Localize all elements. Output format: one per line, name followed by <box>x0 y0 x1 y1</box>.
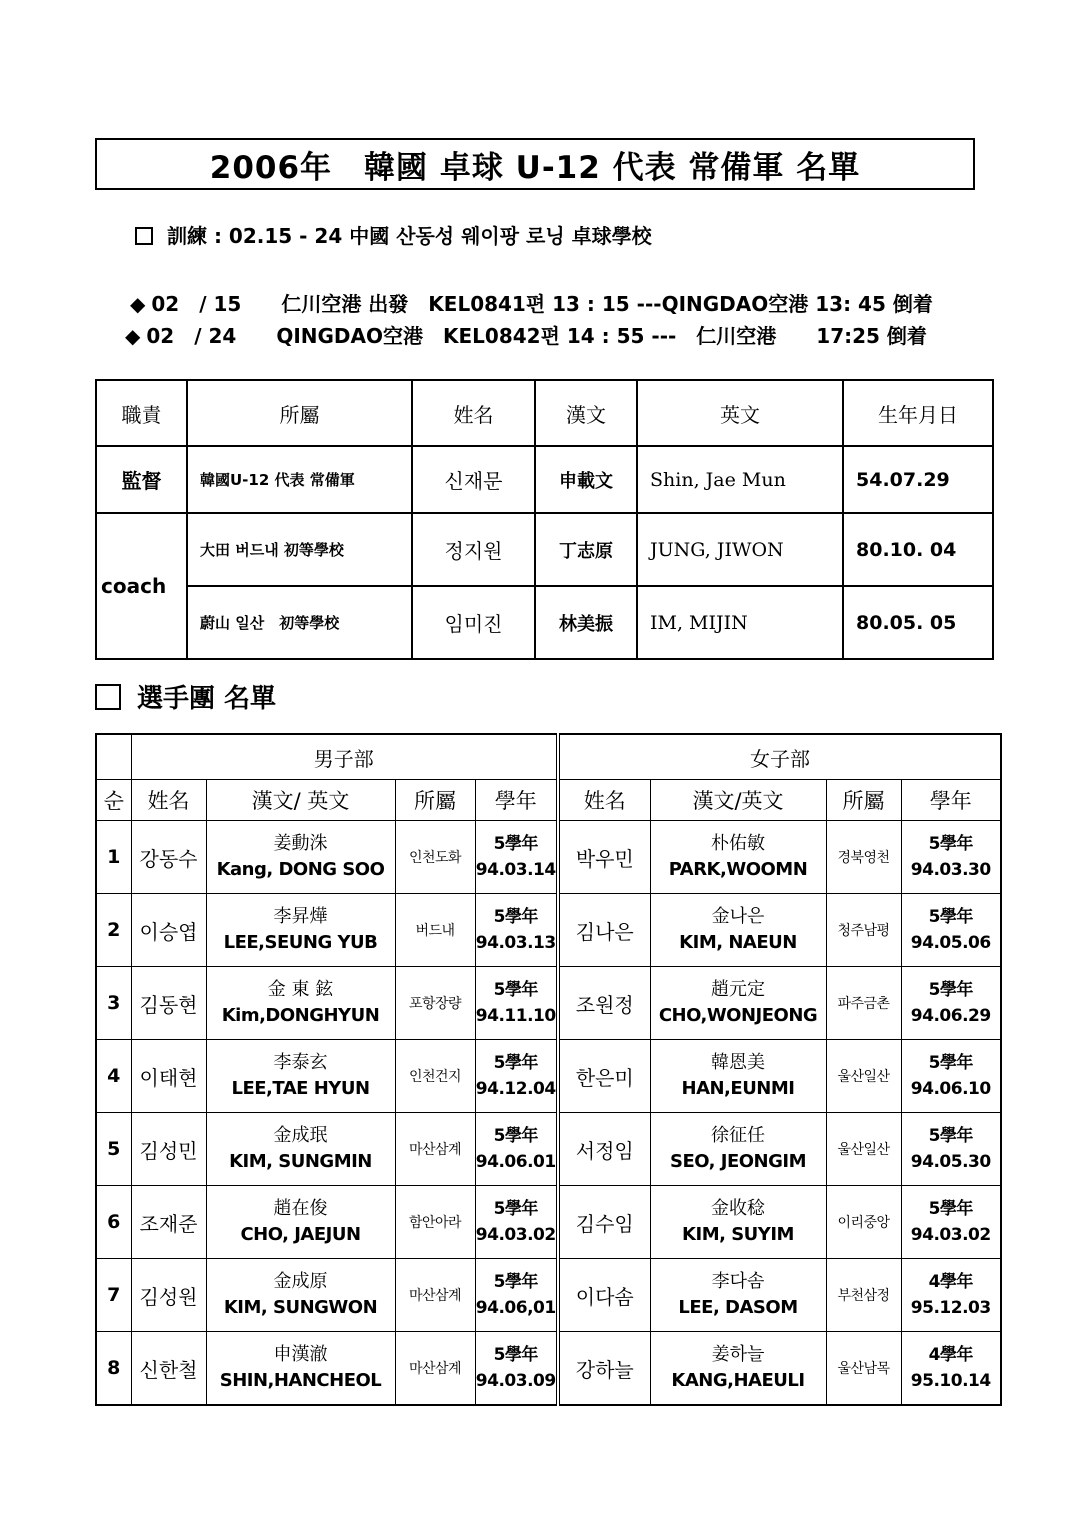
player-number: 7 <box>96 1259 131 1332</box>
staff-affiliation: 蔚山 일산 初等學校 <box>187 586 412 659</box>
boys-group-label: 男子部 <box>131 734 558 780</box>
header-cell: 學年 <box>475 780 558 821</box>
girl-hanja-english <box>650 1186 826 1259</box>
girl-name: 박우민 <box>558 821 650 894</box>
player-number: 4 <box>96 1040 131 1113</box>
table-row <box>96 1259 1001 1332</box>
girl-hanja-english <box>650 1113 826 1186</box>
girl-grade-dob <box>901 967 1001 1040</box>
boy-dob: 94.11.10 <box>475 1006 556 1026</box>
boy-name: 조재준 <box>131 1186 206 1259</box>
training-text: 訓練 : 02.15 - 24 中國 산동성 웨이팡 로닝 卓球學校 <box>167 224 652 248</box>
header-cell: 所屬 <box>395 780 475 821</box>
girl-hanja-english <box>650 1259 826 1332</box>
boy-grade-dob <box>475 1186 558 1259</box>
diamond-bullet-icon: ◆ <box>130 292 146 316</box>
boy-hanja: 李泰玄 <box>273 1052 328 1073</box>
boy-hanja-english <box>206 967 395 1040</box>
boy-english: KIM, SUNGWON <box>223 1297 378 1318</box>
girl-dob: 95.12.03 <box>910 1298 991 1318</box>
table-row <box>96 1186 1001 1259</box>
staff-affiliation: 韓國U-12 代表 常備軍 <box>187 446 412 513</box>
table-row <box>96 1113 1001 1186</box>
girl-grade: 5學年 <box>928 1126 973 1146</box>
girl-dob: 94.05.30 <box>910 1152 991 1172</box>
girl-english: KIM, SUYIM <box>682 1224 794 1245</box>
boy-hanja-english <box>206 894 395 967</box>
staff-role: coach <box>96 513 187 659</box>
girl-hanja: 金收稔 <box>711 1198 765 1219</box>
girl-hanja-english <box>650 1040 826 1113</box>
girl-dob: 94.06.10 <box>910 1079 991 1099</box>
table-row <box>96 967 1001 1040</box>
boy-grade: 5學年 <box>493 980 538 1000</box>
girl-dob: 94.03.02 <box>910 1225 991 1245</box>
staff-header-cell: 姓名 <box>412 380 535 446</box>
boy-english: SHIN,HANCHEOL <box>219 1370 382 1391</box>
table-row <box>96 1332 1001 1406</box>
girl-grade: 4學年 <box>928 1272 973 1292</box>
staff-row <box>96 446 993 513</box>
staff-name: 임미진 <box>412 586 535 659</box>
staff-role: 監督 <box>96 446 187 513</box>
boy-hanja: 姜動洙 <box>273 833 328 854</box>
players-group-row <box>96 734 1001 780</box>
boy-dob: 94.12.04 <box>475 1079 556 1099</box>
boy-affiliation: 마산삼계 <box>395 1113 475 1186</box>
staff-hanja: 丁志原 <box>535 513 637 586</box>
girl-english: LEE, DASOM <box>678 1297 798 1318</box>
staff-table <box>95 379 994 660</box>
staff-affiliation: 大田 버드내 初等學校 <box>187 513 412 586</box>
boy-grade-dob <box>475 1113 558 1186</box>
flight-departure <box>130 288 933 317</box>
document-title <box>95 138 975 190</box>
staff-dob: 80.10. 04 <box>843 513 993 586</box>
boy-name: 신한철 <box>131 1332 206 1406</box>
staff-hanja: 林美振 <box>535 586 637 659</box>
boy-name: 김성원 <box>131 1259 206 1332</box>
boy-name: 김동현 <box>131 967 206 1040</box>
blank-cell <box>96 734 131 780</box>
boy-grade-dob <box>475 1040 558 1113</box>
girl-hanja-english <box>650 821 826 894</box>
girl-name: 이다솜 <box>558 1259 650 1332</box>
boy-hanja: 申漢澈 <box>273 1344 328 1365</box>
girl-english: KIM, NAEUN <box>679 932 797 953</box>
boy-dob: 94.03.09 <box>475 1371 556 1391</box>
boy-affiliation: 인천도화 <box>395 821 475 894</box>
boy-name: 이승엽 <box>131 894 206 967</box>
girl-grade: 4學年 <box>928 1345 973 1365</box>
girl-grade: 5學年 <box>928 980 973 1000</box>
boy-hanja-english <box>206 1186 395 1259</box>
diamond-bullet-icon: ◆ <box>125 324 141 348</box>
boy-english: LEE,TAE HYUN <box>231 1078 370 1099</box>
girl-affiliation: 울산일산 <box>826 1113 901 1186</box>
boy-affiliation: 마산삼계 <box>395 1259 475 1332</box>
boy-english: Kim,DONGHYUN <box>221 1005 380 1026</box>
girl-grade-dob <box>901 1259 1001 1332</box>
boy-hanja-english <box>206 1259 395 1332</box>
checkbox-square-icon <box>135 227 153 245</box>
girl-hanja-english <box>650 967 826 1040</box>
girls-group-label: 女子部 <box>558 734 1001 780</box>
boy-dob: 94.03.13 <box>475 933 556 953</box>
header-cell: 漢文/ 英文 <box>206 780 395 821</box>
girl-affiliation: 울산일산 <box>826 1040 901 1113</box>
girl-name: 서정임 <box>558 1113 650 1186</box>
player-number: 5 <box>96 1113 131 1186</box>
boy-english: CHO, JAEJUN <box>240 1224 361 1245</box>
girl-grade-dob <box>901 1040 1001 1113</box>
boy-grade: 5學年 <box>493 1126 538 1146</box>
document-title-text: 2006年 韓國 卓球 U-12 代表 常備軍 名單 <box>209 149 861 186</box>
boy-english: LEE,SEUNG YUB <box>223 932 378 953</box>
flight-departure-text: 02 / 15 仁川空港 出發 KEL0841편 13 : 15 ---QINGDAO空港 13: 45 倒着 <box>151 292 933 316</box>
boy-dob: 94.03.02 <box>475 1225 556 1245</box>
girl-hanja: 朴佑敏 <box>711 833 765 854</box>
girl-dob: 94.06.29 <box>910 1006 991 1026</box>
staff-english: Shin, Jae Mun <box>637 446 843 513</box>
girl-name: 김수임 <box>558 1186 650 1259</box>
boy-grade-dob <box>475 967 558 1040</box>
girl-affiliation: 청주남평 <box>826 894 901 967</box>
girl-dob: 95.10.14 <box>910 1371 991 1391</box>
roster-heading-text: 選手團 名單 <box>137 684 277 714</box>
boy-hanja: 趙在俊 <box>273 1198 328 1219</box>
checkbox-square-icon <box>95 684 121 710</box>
boy-hanja: 金成原 <box>273 1271 328 1292</box>
staff-header-cell: 生年月日 <box>843 380 993 446</box>
staff-dob: 54.07.29 <box>843 446 993 513</box>
player-rows <box>96 821 1001 1406</box>
staff-english: JUNG, JIWON <box>637 513 843 586</box>
girl-affiliation: 파주금촌 <box>826 967 901 1040</box>
boy-grade: 5學年 <box>493 907 538 927</box>
boy-hanja: 金成珉 <box>273 1125 328 1146</box>
girl-grade-dob <box>901 1186 1001 1259</box>
flight-return-text: 02 / 24 QINGDAO空港 KEL0842편 14 : 55 --- 仁川空港 17:25 倒着 <box>146 324 927 348</box>
boy-dob: 94.06.01 <box>475 1152 556 1172</box>
girl-grade: 5學年 <box>928 907 973 927</box>
girl-grade-dob <box>901 1332 1001 1406</box>
girl-english: CHO,WONJEONG <box>658 1005 818 1026</box>
boy-name: 김성민 <box>131 1113 206 1186</box>
boy-dob: 94.03.14 <box>475 860 556 880</box>
boy-english: KIM, SUNGMIN <box>229 1151 372 1172</box>
boy-grade-dob <box>475 1259 558 1332</box>
boy-grade: 5學年 <box>493 1199 538 1219</box>
boy-grade: 5學年 <box>493 1053 538 1073</box>
boy-english: Kang, DONG SOO <box>216 859 385 880</box>
players-table <box>95 733 1002 1406</box>
staff-header-cell: 所屬 <box>187 380 412 446</box>
girl-name: 조원정 <box>558 967 650 1040</box>
staff-name: 신재문 <box>412 446 535 513</box>
table-row <box>96 1040 1001 1113</box>
girl-name: 강하늘 <box>558 1332 650 1406</box>
header-cell: 所屬 <box>826 780 901 821</box>
players-header-row <box>96 780 1001 821</box>
girl-hanja: 李다솜 <box>711 1271 765 1292</box>
boy-affiliation: 인천건지 <box>395 1040 475 1113</box>
boy-hanja: 金 東 鉉 <box>267 979 334 1000</box>
boy-hanja: 李昇燁 <box>273 906 328 927</box>
girl-hanja: 姜하늘 <box>711 1344 765 1365</box>
girl-grade: 5學年 <box>928 1199 973 1219</box>
boy-hanja-english <box>206 1040 395 1113</box>
girl-hanja-english <box>650 1332 826 1406</box>
staff-row <box>96 513 993 586</box>
girl-dob: 94.03.30 <box>910 860 991 880</box>
girl-affiliation: 이리중앙 <box>826 1186 901 1259</box>
staff-header-row <box>96 380 993 446</box>
boy-grade-dob <box>475 1332 558 1406</box>
girl-hanja: 金나은 <box>711 906 765 927</box>
girl-english: SEO, JEONGIM <box>669 1151 806 1172</box>
boy-name: 강동수 <box>131 821 206 894</box>
girl-name: 김나은 <box>558 894 650 967</box>
header-cell: 순 <box>96 780 131 821</box>
staff-dob: 80.05. 05 <box>843 586 993 659</box>
girl-hanja: 韓恩美 <box>711 1052 765 1073</box>
player-number: 3 <box>96 967 131 1040</box>
girl-hanja-english <box>650 894 826 967</box>
player-number: 2 <box>96 894 131 967</box>
player-number: 6 <box>96 1186 131 1259</box>
boy-affiliation: 포항장량 <box>395 967 475 1040</box>
staff-hanja: 申載文 <box>535 446 637 513</box>
staff-header-cell: 漢文 <box>535 380 637 446</box>
girl-english: PARK,WOOMN <box>668 859 808 880</box>
training-info <box>135 220 652 249</box>
staff-name: 정지원 <box>412 513 535 586</box>
boy-grade-dob <box>475 821 558 894</box>
staff-header-cell: 英文 <box>637 380 843 446</box>
girl-english: HAN,EUNMI <box>681 1078 795 1099</box>
boy-grade: 5學年 <box>493 834 538 854</box>
girl-grade: 5學年 <box>928 834 973 854</box>
player-number: 1 <box>96 821 131 894</box>
staff-header-cell: 職責 <box>96 380 187 446</box>
girl-affiliation: 부천삼정 <box>826 1259 901 1332</box>
staff-english: IM, MIJIN <box>637 586 843 659</box>
girl-hanja: 徐征任 <box>711 1125 765 1146</box>
boy-hanja-english <box>206 1113 395 1186</box>
boy-grade: 5學年 <box>493 1272 538 1292</box>
player-number: 8 <box>96 1332 131 1406</box>
boy-hanja-english <box>206 821 395 894</box>
girl-grade-dob <box>901 1113 1001 1186</box>
boy-hanja-english <box>206 1332 395 1406</box>
table-row <box>96 894 1001 967</box>
header-cell: 姓名 <box>558 780 650 821</box>
girl-affiliation: 울산남목 <box>826 1332 901 1406</box>
flight-return <box>125 320 927 349</box>
staff-row <box>96 586 993 659</box>
header-cell: 學年 <box>901 780 1001 821</box>
boy-grade-dob <box>475 894 558 967</box>
boy-dob: 94.06,01 <box>475 1298 556 1318</box>
girl-hanja: 趙元定 <box>711 979 765 1000</box>
header-cell: 姓名 <box>131 780 206 821</box>
boy-affiliation: 버드내 <box>395 894 475 967</box>
boy-affiliation: 함안아라 <box>395 1186 475 1259</box>
header-cell: 漢文/英文 <box>650 780 826 821</box>
girl-dob: 94.05.06 <box>910 933 991 953</box>
boy-name: 이태현 <box>131 1040 206 1113</box>
girl-english: KANG,HAEULI <box>671 1370 805 1391</box>
girl-name: 한은미 <box>558 1040 650 1113</box>
girl-grade-dob <box>901 894 1001 967</box>
table-row <box>96 821 1001 894</box>
girl-affiliation: 경북영천 <box>826 821 901 894</box>
boy-affiliation: 마산삼계 <box>395 1332 475 1406</box>
girl-grade-dob <box>901 821 1001 894</box>
roster-heading <box>95 678 276 715</box>
boy-grade: 5學年 <box>493 1345 538 1365</box>
girl-grade: 5學年 <box>928 1053 973 1073</box>
